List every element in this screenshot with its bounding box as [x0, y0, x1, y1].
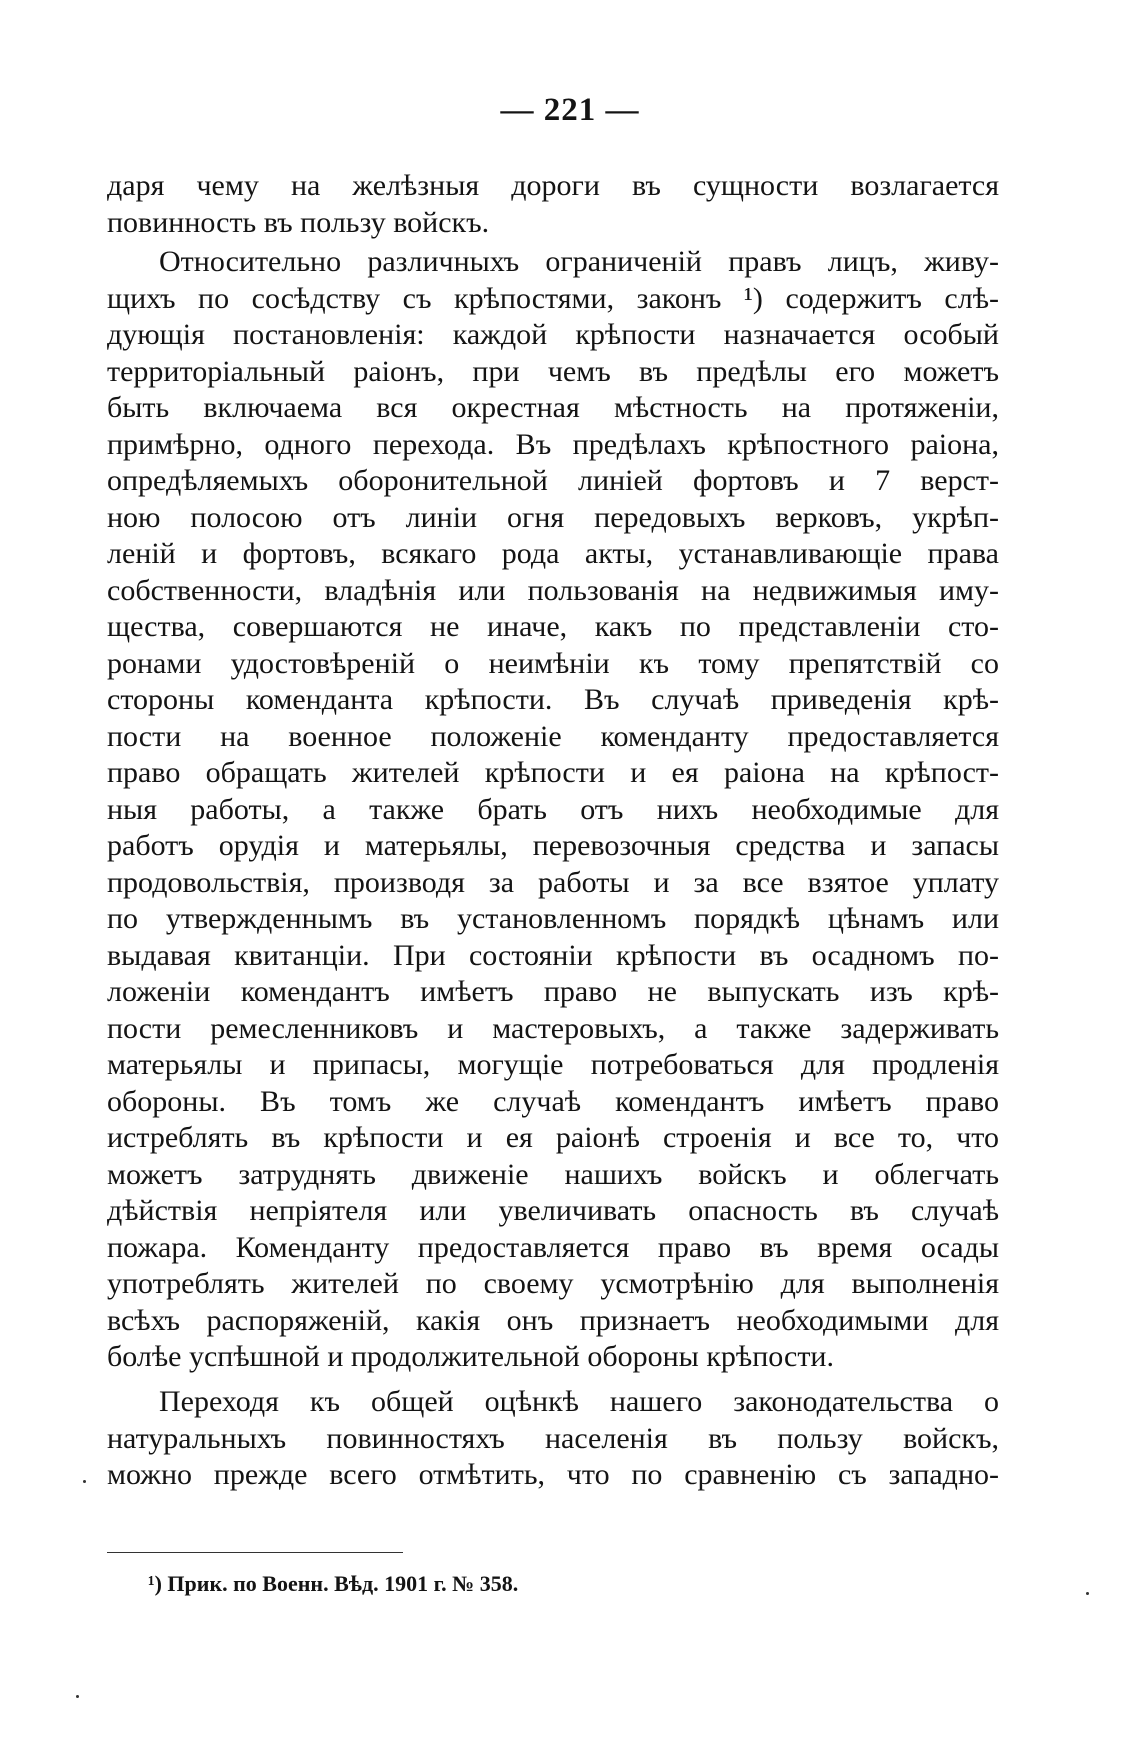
- text-line: натуральныхъ повинностяхъ населенія въ пользу войскъ,: [107, 1421, 999, 1455]
- text-line: употреблять жителей по своему усмотрѣнію для выполненія: [107, 1267, 999, 1300]
- text-line: пожара. Коменданту предоставляется право въ время осады: [107, 1230, 999, 1264]
- text-line: пости на военное положеніе коменданту предоставляется: [107, 719, 999, 753]
- text-line: дѣйствія непріятеля или увеличивать опасность въ случаѣ: [107, 1194, 999, 1227]
- page-number: — 221 —: [500, 92, 640, 128]
- scan-speck: [76, 1695, 79, 1698]
- text-line: щества, совершаются не иначе, какъ по представленіи сто-: [107, 610, 999, 643]
- text-line: опредѣляемыхъ оборонительной линіей фортовъ и 7 верст-: [107, 464, 999, 497]
- text-line: по утвержденнымъ въ установленномъ порядкѣ цѣнамъ или: [107, 902, 999, 935]
- text-line: работъ орудія и матерьялы, перевозочныя средства и запасы: [107, 829, 999, 862]
- paragraph-continuation: [107, 168, 999, 241]
- text-line: истреблять въ крѣпости и ея раіонѣ строенія и все то, что: [107, 1121, 999, 1154]
- text-line: даря чему на желѣзныя дороги въ сущности возлагается: [107, 169, 999, 202]
- text-line: ною полосою отъ линіи огня передовыхъ верковъ, укрѣп-: [107, 500, 999, 534]
- scan-speck: [83, 1480, 86, 1483]
- text-line: ронами удостовѣреній о неимѣніи къ тому препятствій со: [107, 646, 999, 680]
- text-line: пости ремесленниковъ и мастеровыхъ, а также задерживать: [107, 1011, 999, 1045]
- text-line: быть включаема вся окрестная мѣстность на протяженіи,: [107, 391, 999, 424]
- footnote-divider: [107, 1552, 403, 1553]
- text-line: болѣе успѣшной и продолжительной обороны крѣпости.: [107, 1340, 834, 1373]
- text-line: стороны коменданта крѣпости. Въ случаѣ приведенія крѣ-: [107, 683, 999, 716]
- text-line: леній и фортовъ, всякаго рода акты, устанавливающіе права: [107, 537, 999, 570]
- scan-speck: [1086, 1592, 1089, 1595]
- footnote: ¹) Прик. по Военн. Вѣд. 1901 г. № 358.: [148, 1571, 519, 1596]
- text-line: территоріальный раіонъ, при чемъ въ предѣлы его можетъ: [107, 354, 999, 388]
- paragraph-fortress-restrictions: [107, 244, 999, 1376]
- text-line: обороны. Въ томъ же случаѣ комендантъ имѣетъ право: [107, 1084, 999, 1118]
- text-line: щихъ по сосѣдству съ крѣпостями, законъ ¹) содержитъ слѣ-: [107, 281, 999, 315]
- text-line: можетъ затруднять движеніе нашихъ войскъ и облегчать: [107, 1157, 999, 1191]
- text-line: матерьялы и припасы, могущіе потребоваться для продленія: [107, 1048, 999, 1081]
- text-line: ложеніи комендантъ имѣетъ право не выпускать изъ крѣ-: [107, 975, 999, 1008]
- text-line: всѣхъ распоряженій, какія онъ признаетъ необходимыми для: [107, 1303, 999, 1337]
- text-line: право обращать жителей крѣпости и ея раіона на крѣпост-: [107, 756, 999, 789]
- paragraph-assessment: [107, 1384, 999, 1494]
- text-line: можно прежде всего отмѣтить, что по сравненію съ западно-: [107, 1458, 999, 1491]
- text-line: ныя работы, а также брать отъ нихъ необходимые для: [107, 792, 999, 826]
- text-line: Относительно различныхъ ограниченій правъ лицъ, живу-: [159, 245, 999, 278]
- text-line: дующія постановленія: каждой крѣпости назначается особый: [107, 318, 999, 351]
- text-line: повинность въ пользу войскъ.: [107, 205, 490, 239]
- text-line: собственности, владѣнія или пользованія на недвижимыя иму-: [107, 573, 999, 607]
- text-line: примѣрно, одного перехода. Въ предѣлахъ крѣпостного раіона,: [107, 427, 999, 461]
- text-line: выдавая квитанціи. При состояніи крѣпости въ осадномъ по-: [107, 938, 999, 972]
- text-line: Переходя къ общей оцѣнкѣ нашего законодательства о: [159, 1385, 999, 1418]
- text-line: продовольствія, производя за работы и за все взятое уплату: [107, 865, 999, 899]
